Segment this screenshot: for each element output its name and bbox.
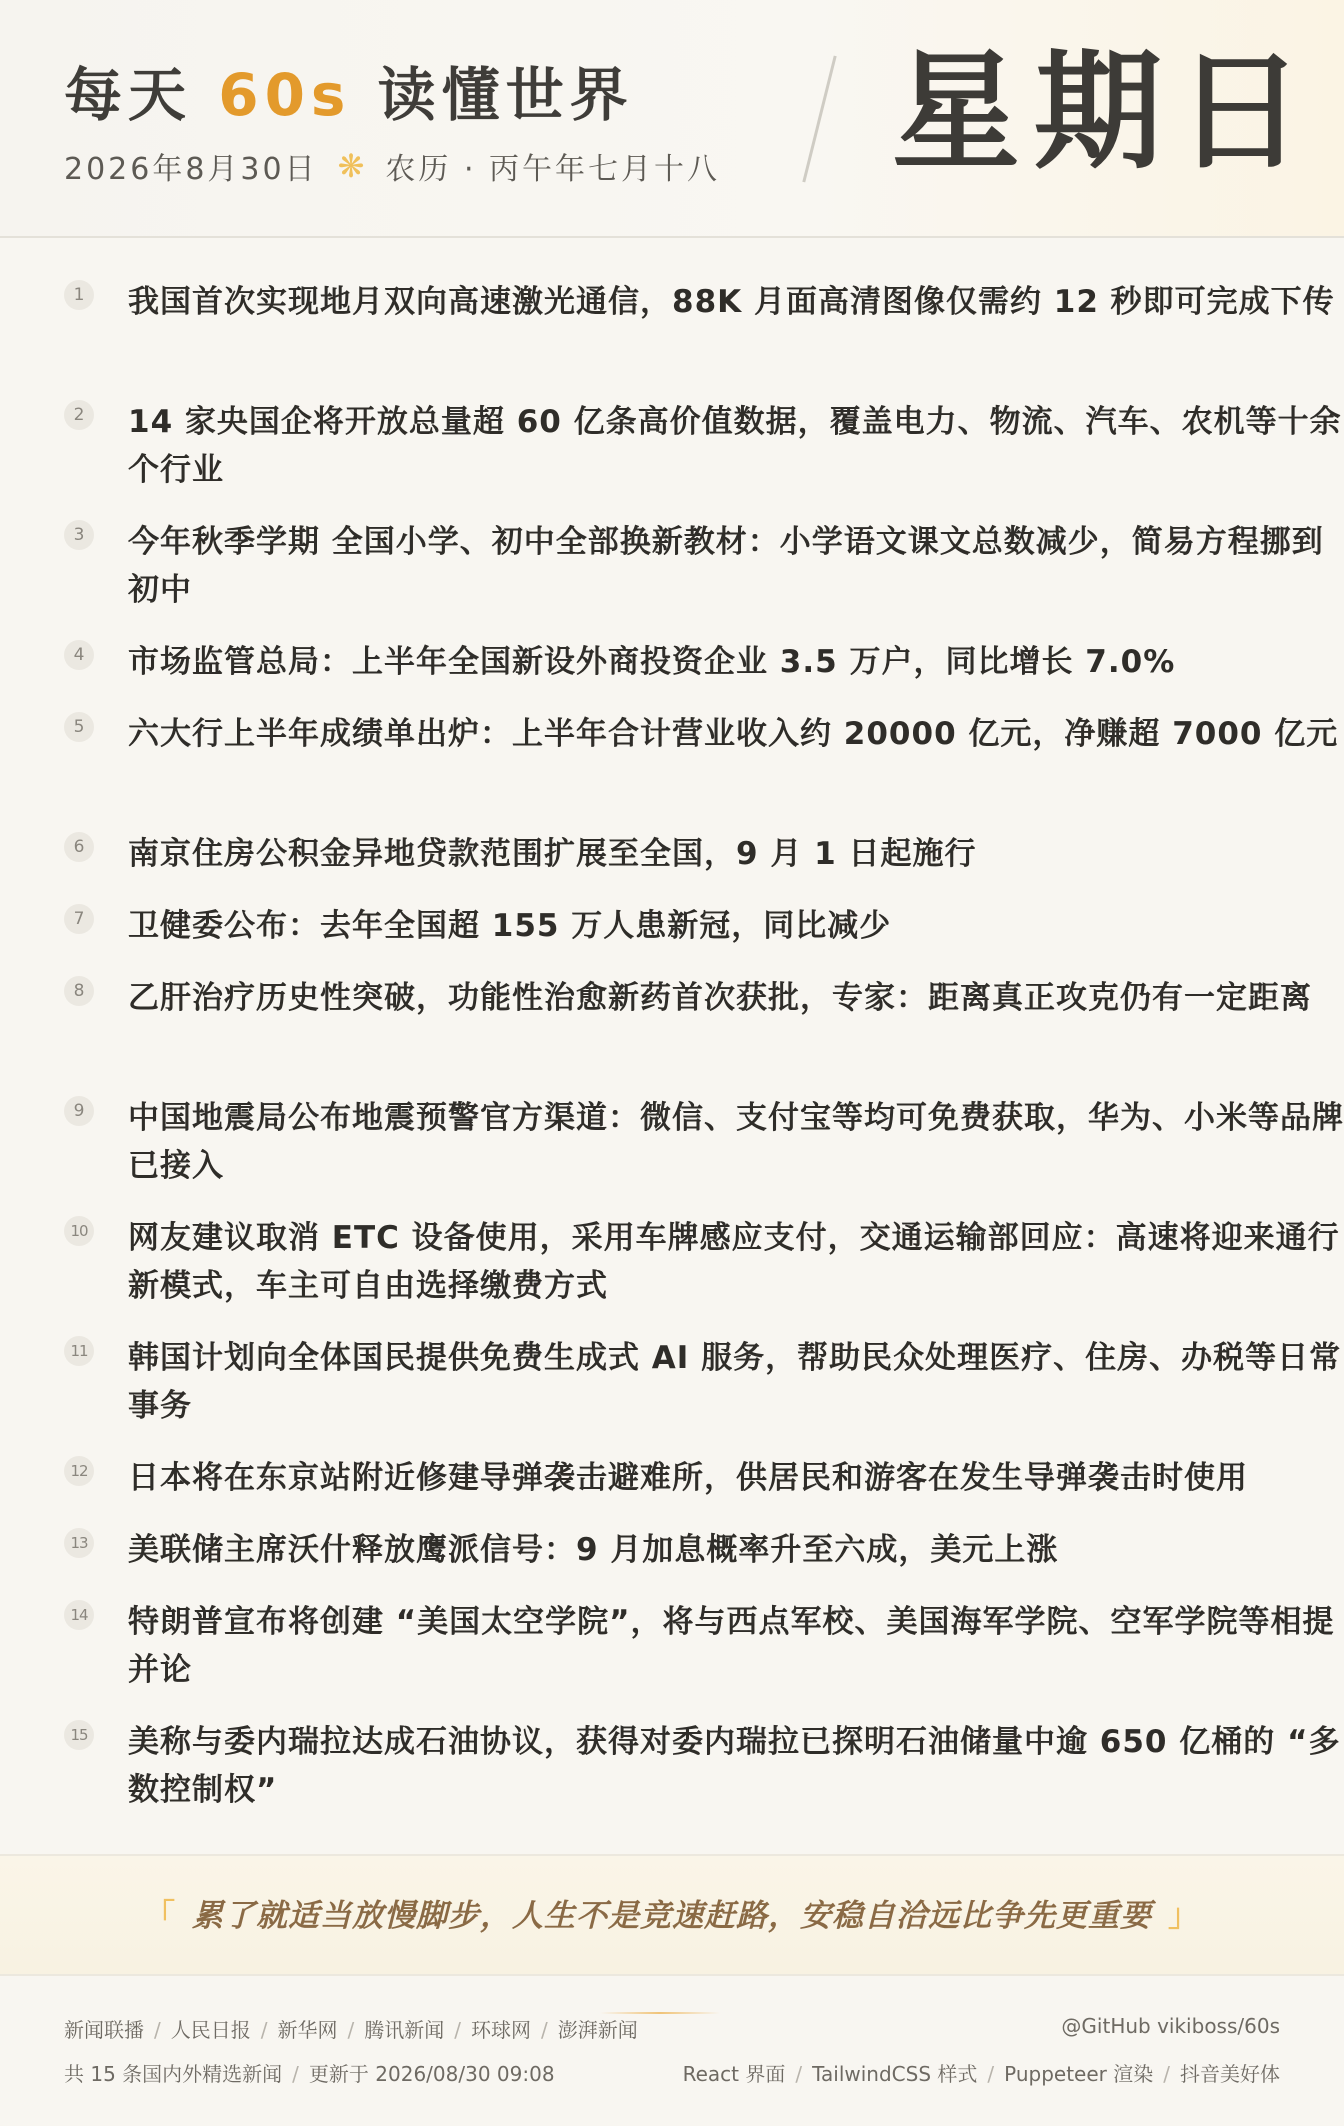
tech-stack [683, 2058, 1280, 2087]
item-number: 1 [64, 280, 94, 310]
source-item: 澎湃新闻 [557, 2018, 638, 2042]
separator: / [541, 2018, 548, 2042]
item-number: 13 [64, 1528, 94, 1558]
separator: / [454, 2018, 461, 2042]
date-line [64, 144, 720, 188]
quote-text: 累了就适当放慢脚步，人生不是竞速赶路，安稳自洽远比争先更重要 [192, 1898, 1152, 1934]
item-number: 6 [64, 832, 94, 862]
title-prefix: 每天 [64, 61, 193, 129]
github-link[interactable]: @GitHub vikiboss/60s [1061, 2014, 1280, 2038]
separator: / [987, 2062, 995, 2086]
quote-band [0, 1854, 1344, 1976]
item-number: 10 [64, 1216, 94, 1246]
source-item: 新华网 [277, 2018, 338, 2042]
source-item: 人民日报 [170, 2018, 251, 2042]
item-number: 11 [64, 1336, 94, 1366]
item-number: 4 [64, 640, 94, 670]
title-accent: 60s [218, 61, 352, 129]
item-number: 7 [64, 904, 94, 934]
source-item: 环球网 [471, 2018, 531, 2042]
item-number: 3 [64, 520, 94, 550]
news-headline: 我国首次实现地月双向高速激光通信，88K 月面高清图像仅需约 12 秒即可完成下传 [128, 284, 1335, 320]
item-number: 12 [64, 1456, 94, 1486]
tech-item: 抖音美好体 [1180, 2062, 1280, 2086]
news-headline: 日本将在东京站附近修建导弹袭击避难所，供居民和游客在发生导弹袭击时使用 [128, 1460, 1248, 1496]
news-headline: 南京住房公积金异地贷款范围扩展至全国，9 月 1 日起施行 [128, 836, 977, 872]
header-divider [802, 56, 836, 183]
news-headline: 今年秋季学期 全国小学、初中全部换新教材：小学语文课文总数减少，简易方程挪到初中 [128, 524, 1324, 608]
item-number: 8 [64, 976, 94, 1006]
item-number: 5 [64, 712, 94, 742]
item-number: 15 [64, 1720, 94, 1750]
tech-item: Puppeteer 渲染 [1004, 2062, 1154, 2086]
star-icon: ❋ [337, 147, 368, 185]
news-headline: 中国地震局公布地震预警官方渠道：微信、支付宝等均可免费获取，华为、小米等品牌已接入 [128, 1100, 1344, 1184]
quote-open-icon: 「 [144, 1898, 176, 1934]
item-number: 14 [64, 1600, 94, 1630]
news-headline: 美联储主席沃什释放鹰派信号：9 月加息概率升至六成，美元上涨 [128, 1532, 1059, 1568]
quote-close-icon: 」 [1168, 1898, 1200, 1934]
news-headline: 特朗普宣布将创建 “美国太空学院”，将与西点军校、美国海军学院、空军学院等相提并论 [128, 1604, 1335, 1688]
separator: / [1163, 2062, 1170, 2086]
source-item: 腾讯新闻 [364, 2018, 445, 2042]
news-meta [64, 2058, 555, 2087]
news-count: 共 15 条国内外精选新闻 [64, 2062, 283, 2086]
news-headline: 乙肝治疗历史性突破，功能性治愈新药首次获批，专家：距离真正攻克仍有一定距离 [128, 980, 1312, 1016]
news-headline: 网友建议取消 ETC 设备使用，采用车牌感应支付，交通运输部回应：高速将迎来通行新模式，车主可自由选择缴费方式 [128, 1220, 1340, 1304]
tech-item: TailwindCSS 样式 [812, 2062, 978, 2086]
news-headline: 卫健委公布：去年全国超 155 万人患新冠，同比减少 [128, 908, 892, 944]
page-header [0, 0, 1344, 238]
news-headline: 美称与委内瑞拉达成石油协议，获得对委内瑞拉已探明石油储量中逾 650 亿桶的 “多数控制权” [128, 1724, 1341, 1808]
weekday: 星期日 [892, 38, 1319, 187]
updated-time: 更新于 2026/08/30 09:08 [308, 2062, 555, 2086]
separator: / [154, 2018, 161, 2042]
news-headline: 六大行上半年成绩单出炉：上半年合计营业收入约 20000 亿元，净赚超 7000 亿元 [128, 716, 1339, 752]
news-headline: 韩国计划向全体国民提供免费生成式 AI 服务，帮助民众处理医疗、住房、办税等日常事务 [128, 1340, 1342, 1424]
separator: / [292, 2062, 299, 2086]
item-number: 9 [64, 1096, 94, 1126]
page-title [64, 48, 634, 132]
news-sources [64, 2014, 638, 2043]
daily-quote [0, 1890, 1344, 1935]
separator: / [347, 2018, 355, 2042]
lunar-date: 农历 · 丙午年七月十八 [385, 152, 721, 187]
page-footer [0, 1972, 1344, 2126]
separator: / [260, 2018, 268, 2042]
solar-date: 2026年8月30日 [64, 152, 318, 187]
tech-item: React 界面 [682, 2062, 786, 2086]
source-item: 新闻联播 [64, 2018, 144, 2042]
separator: / [795, 2062, 803, 2086]
title-suffix: 读懂世界 [377, 61, 634, 129]
news-headline: 市场监管总局：上半年全国新设外商投资企业 3.5 万户，同比增长 7.0% [128, 644, 1176, 680]
item-number: 2 [64, 400, 94, 430]
news-headline: 14 家央国企将开放总量超 60 亿条高价值数据，覆盖电力、物流、汽车、农机等十余个行业 [128, 404, 1342, 488]
